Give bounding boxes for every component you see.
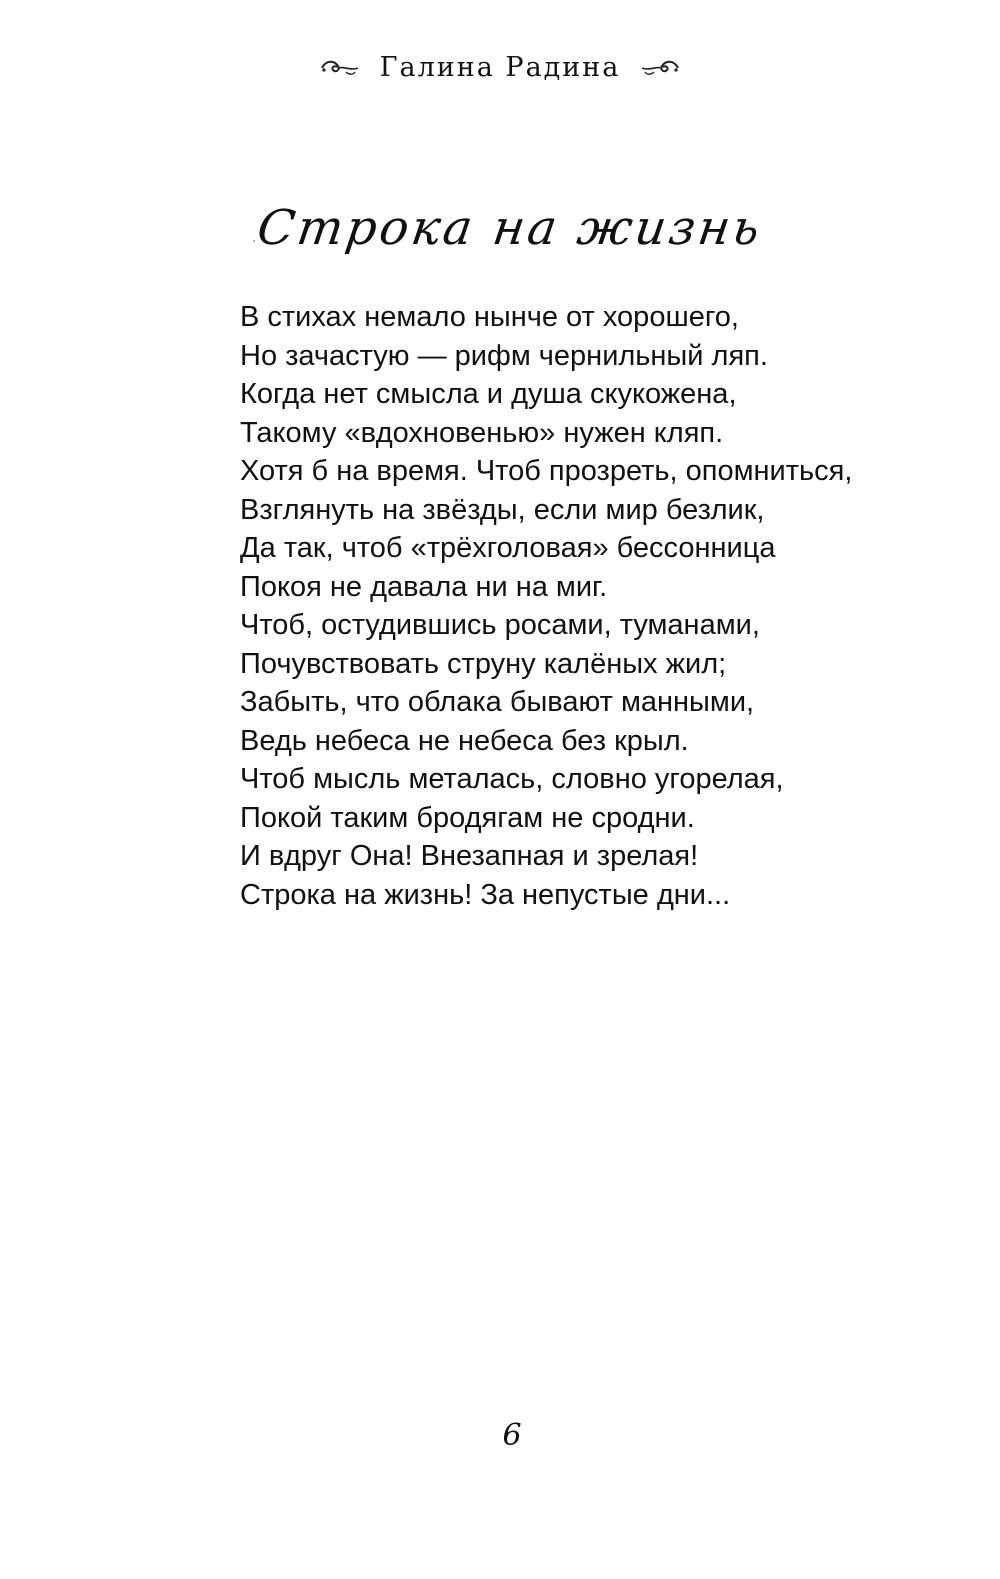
page-number: 6	[502, 1418, 522, 1453]
poem-line: Покой таким бродягам не сродни.	[240, 801, 695, 834]
poem-line: Чтоб, остудившись росами, туманами,	[240, 609, 760, 641]
poem-line: Такому «вдохновенью» нужен кляп.	[240, 416, 724, 449]
poem-line: В стихах немало нынче от хорошего,	[240, 301, 739, 333]
poem-line: И вдруг Она! Внезапная и зрелая!	[240, 840, 699, 872]
poem-line: Почувствовать струну калёных жил;	[240, 647, 727, 680]
poem-line: Строка на жизнь! За непустые дни...	[240, 878, 731, 911]
poem-line: Забыть, что облака бывают манными,	[240, 686, 755, 718]
poem-line: Взглянуть на звёзды, если мир безлик,	[240, 493, 765, 526]
poem-stanza	[240, 298, 960, 914]
author-name: Галина Радина	[379, 52, 621, 83]
poem-line: Чтоб мысль металась, словно угорелая,	[240, 763, 784, 795]
poem-title: Строка на жизнь	[253, 200, 767, 256]
poem-line: Покоя не давала ни на миг.	[240, 570, 608, 603]
poem-line: Ведь небеса не небеса без крыл.	[240, 724, 689, 757]
poem-line: Но зачастую — рифм чернильный ляп.	[240, 339, 768, 372]
poem-line: Хотя б на время. Чтоб прозреть, опомниться,	[240, 455, 853, 487]
floral-swirl-icon	[638, 56, 682, 80]
running-header	[0, 52, 1000, 83]
poem-line: Да так, чтоб «трёхголовая» бессонница	[240, 532, 776, 564]
poem-line: Когда нет смысла и душа скукожена,	[240, 378, 737, 410]
floral-swirl-icon	[318, 56, 362, 80]
